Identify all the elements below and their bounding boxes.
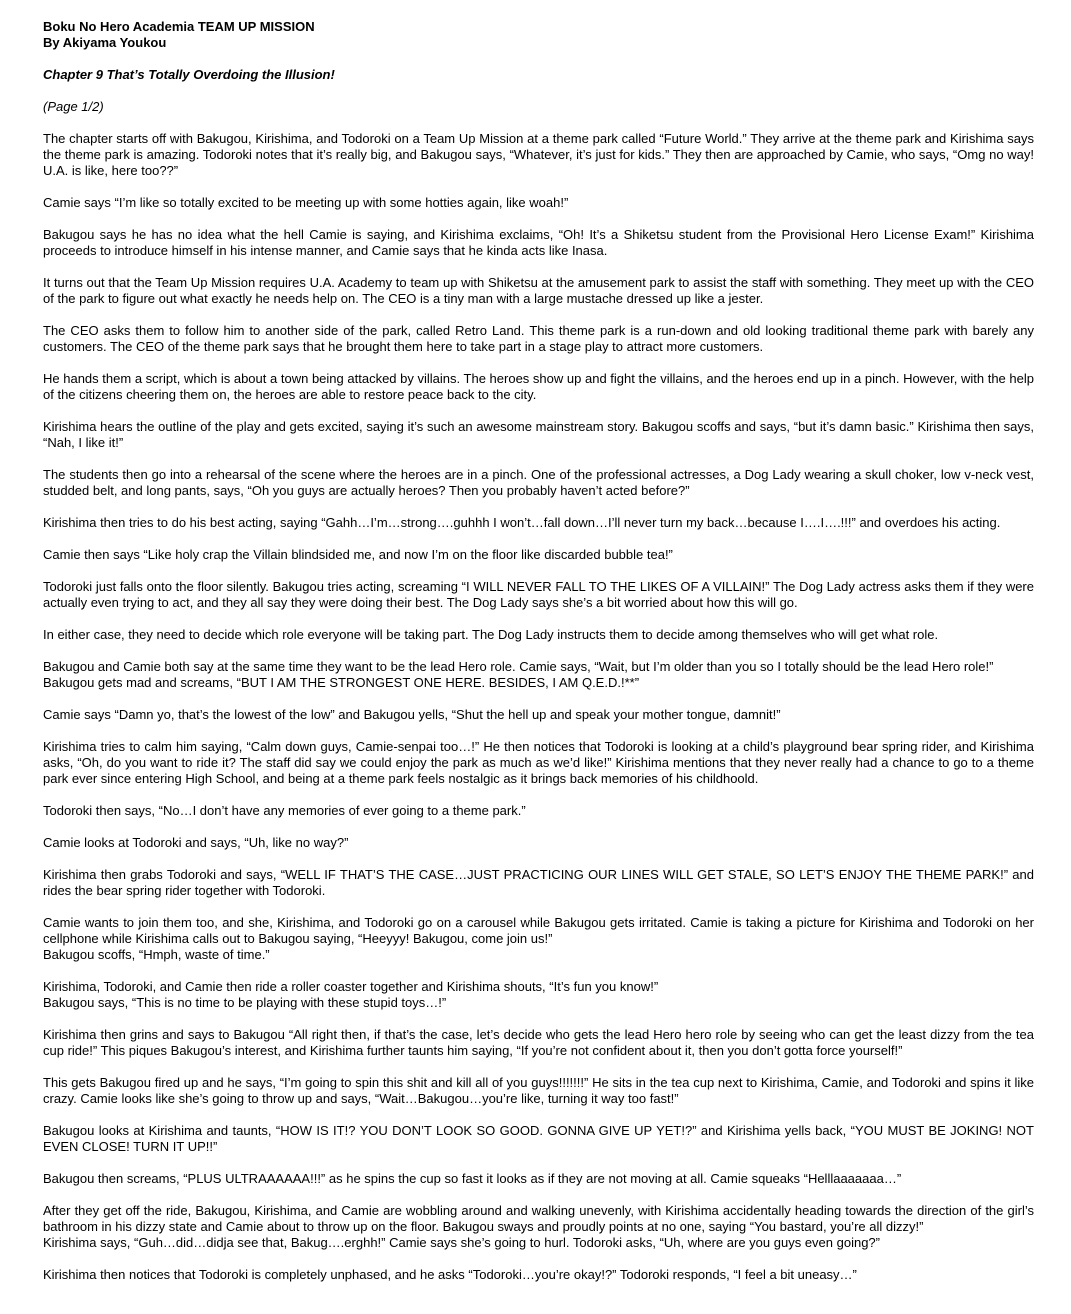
paragraph-line: The students then go into a rehearsal of the scene where the heroes are in a pinch. One of the professional actresses, a Dog Lady wearing a skull choker, low v-neck vest, studded belt, and long pants, says, “Oh you guys are actually heroes? Then you probably haven’t acted before?” (43, 467, 1034, 498)
paragraph (43, 371, 1034, 403)
paragraph (43, 1027, 1034, 1059)
paragraph (43, 835, 1034, 851)
paragraph (43, 915, 1034, 963)
paragraph (43, 1075, 1034, 1107)
paragraph (43, 1267, 1034, 1283)
paragraph-line: Kirishima, Todoroki, and Camie then ride a roller coaster together and Kirishima shouts, “It’s fun you know!” (43, 979, 659, 994)
paragraph-line: Bakugou says he has no idea what the hell Camie is saying, and Kirishima exclaims, “Oh! It’s a Shiketsu student from the Provisional Hero License Exam!” Kirishima proceeds to introduce himself in his intense manner, and Camie says that he kinda acts like Inasa. (43, 227, 1034, 258)
paragraph (43, 803, 1034, 819)
page-indicator: (Page 1/2) (43, 99, 104, 114)
paragraph (43, 739, 1034, 787)
paragraph (43, 627, 1034, 643)
paragraph (43, 419, 1034, 451)
paragraph-line: Todoroki just falls onto the floor silently. Bakugou tries acting, screaming “I WILL NEVER FALL TO THE LIKES OF A VILLAIN!” The Dog Lady actress asks them if they were actually even trying to act, and they all say they were doing their best. The Dog Lady says she’s a bit worried about how this will go. (43, 579, 1034, 610)
paragraph-line: In either case, they need to decide which role everyone will be taking part. The Dog Lady instructs them to decide among themselves who will get what role. (43, 627, 939, 642)
paragraph-line: After they get off the ride, Bakugou, Kirishima, and Camie are wobbling around and walking unevenly, with Kirishima accidentally heading towards the direction of the girl’s bathroom in his dizzy state and Camie about to throw up on the floor. Bakugou sways and proudly points at no one, saying “You bastard, you’re all dizzy!” (43, 1203, 1034, 1234)
paragraph (43, 195, 1034, 211)
paragraph-line: This gets Bakugou fired up and he says, “I’m going to spin this shit and kill all of you guys!!!!!!!” He sits in the tea cup next to Kirishima, Camie, and Todoroki and spins it like crazy. Camie looks like she’s going to throw up and says, “Wait…Bakugou…you’re like, turning it way too fast!” (43, 1075, 1034, 1106)
paragraph-line: Kirishima then grins and says to Bakugou “All right then, if that’s the case, let’s decide who gets the lead Hero hero role by seeing who can get the least dizzy from the tea cup ride!” This piques Bakugou’s interest, and Kirishima further taunts him saying, “If you’re not confident about it, then you don’t gotta force yourself!” (43, 1027, 1034, 1058)
paragraph-line: Bakugou says, “This is no time to be playing with these stupid toys…!” (43, 995, 447, 1010)
document-author: By Akiyama Youkou (43, 35, 167, 50)
paragraph-line: It turns out that the Team Up Mission requires U.A. Academy to team up with Shiketsu at the amusement park to assist the staff with something. They meet up with the CEO of the park to figure out what exactly he needs help on. The CEO is a tiny man with a large mustache dressed up like a jester. (43, 275, 1034, 306)
document-page (43, 19, 1034, 1283)
paragraph (43, 707, 1034, 723)
paragraph-line: The CEO asks them to follow him to another side of the park, called Retro Land. This theme park is a run-down and old looking traditional theme park with barely any customers. The CEO of the theme park says that he brought them here to take part in a stage play to attract more customers. (43, 323, 1034, 354)
document-title: Boku No Hero Academia TEAM UP MISSION (43, 19, 315, 34)
paragraph (43, 131, 1034, 179)
paragraph (43, 867, 1034, 899)
paragraph-line: Bakugou then screams, “PLUS ULTRAAAAAA!!!” as he spins the cup so fast it looks as if they are not moving at all. Camie squeaks “Helllaaaaaaa…” (43, 1171, 902, 1186)
paragraph-line: Kirishima then tries to do his best acting, saying “Gahh…I’m…strong….guhhh I won’t…fall down…I’ll never turn my back…because I….I….!!!” and overdoes his acting. (43, 515, 1001, 530)
paragraph (43, 275, 1034, 307)
paragraph-line: Camie says “Damn yo, that’s the lowest of the low” and Bakugou yells, “Shut the hell up and speak your mother tongue, damnit!” (43, 707, 781, 722)
paragraph-line: The chapter starts off with Bakugou, Kirishima, and Todoroki on a Team Up Mission at a theme park called “Future World.” They arrive at the theme park and Kirishima says the theme park is amazing. Todoroki notes that it’s really big, and Bakugou says, “Whatever, it’s just for kids.” They then are approached by Camie, who says, “Omg no way! U.A. is like, here too??” (43, 131, 1034, 178)
paragraph (43, 323, 1034, 355)
paragraph-line: Bakugou gets mad and screams, “BUT I AM THE STRONGEST ONE HERE. BESIDES, I AM Q.E.D.!**” (43, 675, 640, 690)
paragraph (43, 1203, 1034, 1251)
paragraph (43, 467, 1034, 499)
paragraph (43, 515, 1034, 531)
paragraph-line: Camie says “I’m like so totally excited to be meeting up with some hotties again, like woah!” (43, 195, 569, 210)
paragraph-line: Kirishima then grabs Todoroki and says, “WELL IF THAT’S THE CASE…JUST PRACTICING OUR LINES WILL GET STALE, SO LET’S ENJOY THE THEME PARK!” and rides the bear spring rider together with Todoroki. (43, 867, 1034, 898)
paragraph (43, 1171, 1034, 1187)
paragraph-line: Kirishima says, “Guh…did…didja see that, Bakug….erghh!” Camie says she’s going to hurl. Todoroki asks, “Uh, where are you guys even going?” (43, 1235, 880, 1250)
paragraph-line: Kirishima tries to calm him saying, “Calm down guys, Camie-senpai too…!” He then notices that Todoroki is looking at a child’s playground bear spring rider, and Kirishima asks, “Oh, do you want to ride it? The staff did say we could enjoy the park as much as we’d like!” Kirishima mentions that they never really had a chance to go to a theme park ever since entering High School, and being at a theme park feels nostalgic as it brings back memories of his childhoold. (43, 739, 1034, 786)
paragraph (43, 979, 1034, 1011)
paragraph-line: Todoroki then says, “No…I don’t have any memories of ever going to a theme park.” (43, 803, 526, 818)
paragraph-line: Camie then says “Like holy crap the Villain blindsided me, and now I’m on the floor like discarded bubble tea!” (43, 547, 673, 562)
paragraph (43, 227, 1034, 259)
paragraph-line: Kirishima then notices that Todoroki is completely unphased, and he asks “Todoroki…you’re okay!?” Todoroki responds, “I feel a bit uneasy…” (43, 1267, 857, 1282)
paragraph (43, 579, 1034, 611)
paragraph-line: Bakugou and Camie both say at the same time they want to be the lead Hero role. Camie says, “Wait, but I’m older than you so I totally should be the lead Hero role!” (43, 659, 994, 674)
paragraph-line: Bakugou looks at Kirishima and taunts, “HOW IS IT!? YOU DON’T LOOK SO GOOD. GONNA GIVE UP YET!?” and Kirishima yells back, “YOU MUST BE JOKING! NOT EVEN CLOSE! TURN IT UP!!” (43, 1123, 1034, 1154)
paragraph-line: Bakugou scoffs, “Hmph, waste of time.” (43, 947, 270, 962)
body-text (43, 131, 1034, 1283)
paragraph-line: He hands them a script, which is about a town being attacked by villains. The heroes show up and fight the villains, and the heroes end up in a pinch. However, with the help of the citizens cheering them on, the heroes are able to restore peace back to the city. (43, 371, 1034, 402)
paragraph (43, 659, 1034, 691)
paragraph-line: Camie wants to join them too, and she, Kirishima, and Todoroki go on a carousel while Bakugou gets irritated. Camie is taking a picture for Kirishima and Todoroki on her cellphone while Kirishima calls out to Bakugou saying, “Heeyyy! Bakugou, come join us!” (43, 915, 1034, 946)
paragraph (43, 547, 1034, 563)
chapter-title: Chapter 9 That’s Totally Overdoing the Illusion! (43, 67, 335, 82)
paragraph-line: Kirishima hears the outline of the play and gets excited, saying it’s such an awesome mainstream story. Bakugou scoffs and says, “but it’s damn basic.” Kirishima then says, “Nah, I like it!” (43, 419, 1034, 450)
paragraph-line: Camie looks at Todoroki and says, “Uh, like no way?” (43, 835, 349, 850)
paragraph (43, 1123, 1034, 1155)
